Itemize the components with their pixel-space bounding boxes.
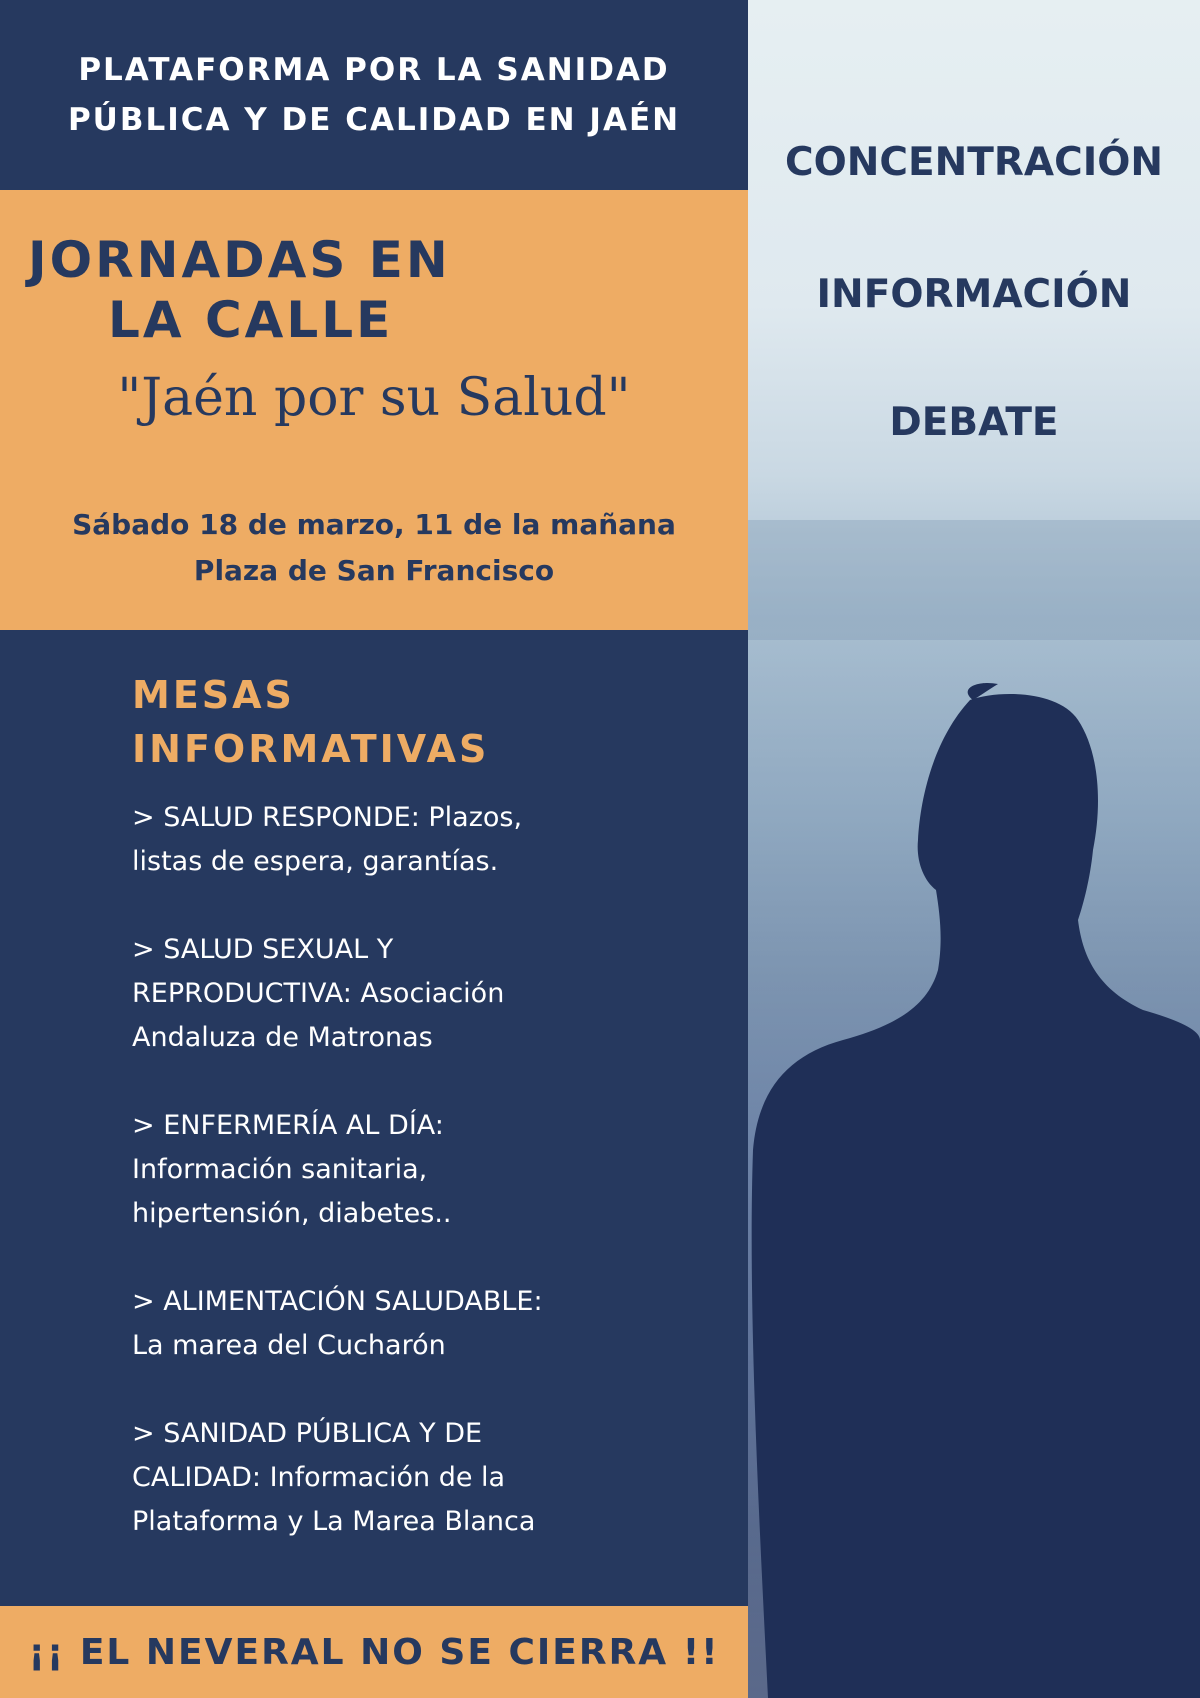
list-item-line: Información sanitaria,: [132, 1154, 428, 1185]
keyword-debate: DEBATE: [889, 400, 1059, 445]
event-place: Plaza de San Francisco: [193, 554, 555, 587]
event-title-line1: JORNADAS EN: [28, 231, 451, 289]
list-item-line: > SALUD RESPONDE: Plazos,: [132, 802, 523, 833]
mesas-title: [132, 668, 489, 776]
list-item: [132, 1104, 732, 1236]
organization-name-line2: PÚBLICA Y DE CALIDAD EN JAÉN: [67, 102, 681, 138]
event-title: [28, 230, 451, 350]
list-item-line: REPRODUCTIVA: Asociación: [132, 978, 505, 1009]
list-item-line: hipertensión, diabetes..: [132, 1198, 452, 1229]
keyword-concentracion: CONCENTRACIÓN: [784, 140, 1164, 185]
woman-silhouette-photo: [748, 0, 1200, 1698]
list-item-line: > ALIMENTACIÓN SALUDABLE:: [132, 1286, 543, 1317]
event-banner: [0, 190, 748, 630]
event-title-line2: LA CALLE: [108, 291, 394, 349]
photo-panel: [748, 0, 1200, 1698]
event-date: Sábado 18 de marzo, 11 de la mañana: [72, 508, 676, 541]
mesas-list: [132, 796, 732, 1588]
list-item-line: > SALUD SEXUAL Y: [132, 934, 394, 965]
mesas-title-line1: MESAS: [132, 673, 295, 717]
list-item-line: listas de espera, garantías.: [132, 846, 499, 877]
mesas-title-line2: INFORMATIVAS: [132, 727, 490, 771]
list-item: [132, 928, 732, 1060]
list-item: [132, 796, 732, 884]
list-item-line: > SANIDAD PÚBLICA Y DE: [132, 1418, 483, 1449]
list-item: [132, 1280, 732, 1368]
event-when-where: [0, 502, 748, 594]
list-item-line: CALIDAD: Información de la: [132, 1462, 506, 1493]
list-item-line: Plataforma y La Marea Blanca: [132, 1506, 536, 1537]
keyword-informacion: INFORMACIÓN: [816, 272, 1132, 317]
organization-name-line1: PLATAFORMA POR LA SANIDAD: [78, 52, 670, 88]
event-slogan: "Jaén por su Salud": [117, 368, 631, 428]
organization-header: [0, 0, 748, 190]
list-item-line: Andaluza de Matronas: [132, 1022, 433, 1053]
list-item-line: > ENFERMERÍA AL DÍA:: [132, 1110, 444, 1141]
list-item-line: La marea del Cucharón: [132, 1330, 446, 1361]
footer-banner: [0, 1606, 748, 1698]
footer-slogan: ¡¡ EL NEVERAL NO SE CIERRA !!: [28, 1631, 720, 1673]
list-item: [132, 1412, 732, 1544]
